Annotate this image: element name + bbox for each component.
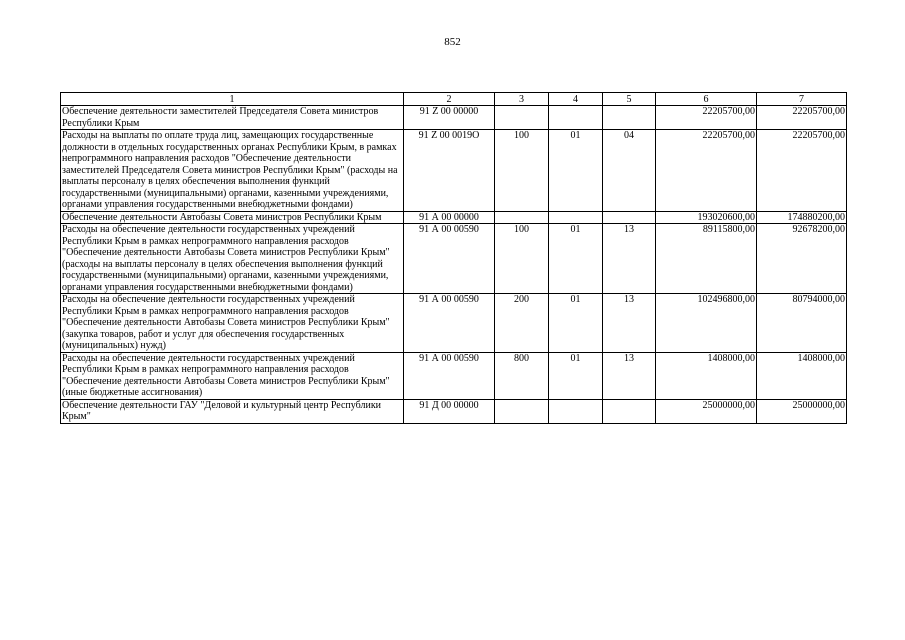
row-subsection: 04 <box>603 130 656 212</box>
row-name: Обеспечение деятельности Автобазы Совета министров Республики Крым <box>61 211 404 224</box>
row-amount-col6: 102496800,00 <box>656 294 757 353</box>
column-header-6: 6 <box>656 93 757 106</box>
row-expense-type <box>495 211 549 224</box>
row-name: Расходы на обеспечение деятельности государственных учреждений Республики Крым в рамках непрограммного направления расходов "Обеспечение деятельности Автобазы Совета министров Республики Крым" (закупка товаров, работ и услуг для обеспечения государственных (муниципальных) нужд) <box>61 294 404 353</box>
column-header-7: 7 <box>757 93 847 106</box>
row-expense-type: 800 <box>495 352 549 399</box>
table-row <box>61 130 847 212</box>
row-subsection: 13 <box>603 294 656 353</box>
row-amount-col6: 1408000,00 <box>656 352 757 399</box>
table-row <box>61 399 847 423</box>
row-section: 01 <box>549 294 603 353</box>
column-header-5: 5 <box>603 93 656 106</box>
column-header-2: 2 <box>404 93 495 106</box>
row-amount-col6: 89115800,00 <box>656 224 757 294</box>
budget-table <box>60 92 847 424</box>
header-row <box>61 93 847 106</box>
row-expense-type: 100 <box>495 224 549 294</box>
row-section <box>549 399 603 423</box>
table-row <box>61 106 847 130</box>
row-amount-col7: 1408000,00 <box>757 352 847 399</box>
column-header-1: 1 <box>61 93 404 106</box>
row-target-code: 91 Д 00 00000 <box>404 399 495 423</box>
table-row <box>61 224 847 294</box>
row-section: 01 <box>549 130 603 212</box>
row-subsection <box>603 399 656 423</box>
row-section: 01 <box>549 352 603 399</box>
table-row <box>61 211 847 224</box>
table-row <box>61 294 847 353</box>
row-amount-col7: 22205700,00 <box>757 106 847 130</box>
row-subsection <box>603 211 656 224</box>
row-target-code: 91 А 00 00590 <box>404 294 495 353</box>
page-number: 852 <box>444 36 461 48</box>
column-header-3: 3 <box>495 93 549 106</box>
row-expense-type: 200 <box>495 294 549 353</box>
row-amount-col7: 92678200,00 <box>757 224 847 294</box>
row-name: Расходы на обеспечение деятельности государственных учреждений Республики Крым в рамках непрограммного направления расходов "Обеспечение деятельности Автобазы Совета министров Республики Крым" (иные бюджетные ассигнования) <box>61 352 404 399</box>
row-amount-col7: 80794000,00 <box>757 294 847 353</box>
row-amount-col6: 25000000,00 <box>656 399 757 423</box>
row-subsection: 13 <box>603 224 656 294</box>
row-section: 01 <box>549 224 603 294</box>
row-target-code: 91 Z 00 0019О <box>404 130 495 212</box>
row-section <box>549 106 603 130</box>
table-row <box>61 352 847 399</box>
row-amount-col7: 25000000,00 <box>757 399 847 423</box>
row-amount-col6: 22205700,00 <box>656 106 757 130</box>
row-subsection <box>603 106 656 130</box>
row-subsection: 13 <box>603 352 656 399</box>
row-amount-col7: 174880200,00 <box>757 211 847 224</box>
row-target-code: 91 А 00 00590 <box>404 224 495 294</box>
row-name: Обеспечение деятельности ГАУ "Деловой и культурный центр Республики Крым" <box>61 399 404 423</box>
row-amount-col6: 22205700,00 <box>656 130 757 212</box>
row-name: Обеспечение деятельности заместителей Председателя Совета министров Республики Крым <box>61 106 404 130</box>
row-target-code: 91 Z 00 00000 <box>404 106 495 130</box>
row-section <box>549 211 603 224</box>
row-target-code: 91 А 00 00000 <box>404 211 495 224</box>
row-expense-type: 100 <box>495 130 549 212</box>
row-expense-type <box>495 399 549 423</box>
row-amount-col7: 22205700,00 <box>757 130 847 212</box>
row-name: Расходы на обеспечение деятельности государственных учреждений Республики Крым в рамках непрограммного направления расходов "Обеспечение деятельности Автобазы Совета министров Республики Крым" (расходы на выплаты персоналу в целях обеспечения выполнения функций государственными (муниципальными) органами, казенными учреждениями, органами управления государственными внебюджетными фондами) <box>61 224 404 294</box>
row-expense-type <box>495 106 549 130</box>
row-name: Расходы на выплаты по оплате труда лиц, замещающих государственные должности в отдельных государственных органах Республики Крым, в рамках непрограммного направления расходов "Обеспечение деятельности заместителей Председателя Совета министров Республики Крым" (расходы на выплаты персоналу в целях обеспечения выполнения функций государственными (муниципальными) органами, казенными учреждениями, органами управления государственными внебюджетными фондами) <box>61 130 404 212</box>
column-header-4: 4 <box>549 93 603 106</box>
row-target-code: 91 А 00 00590 <box>404 352 495 399</box>
row-amount-col6: 193020600,00 <box>656 211 757 224</box>
